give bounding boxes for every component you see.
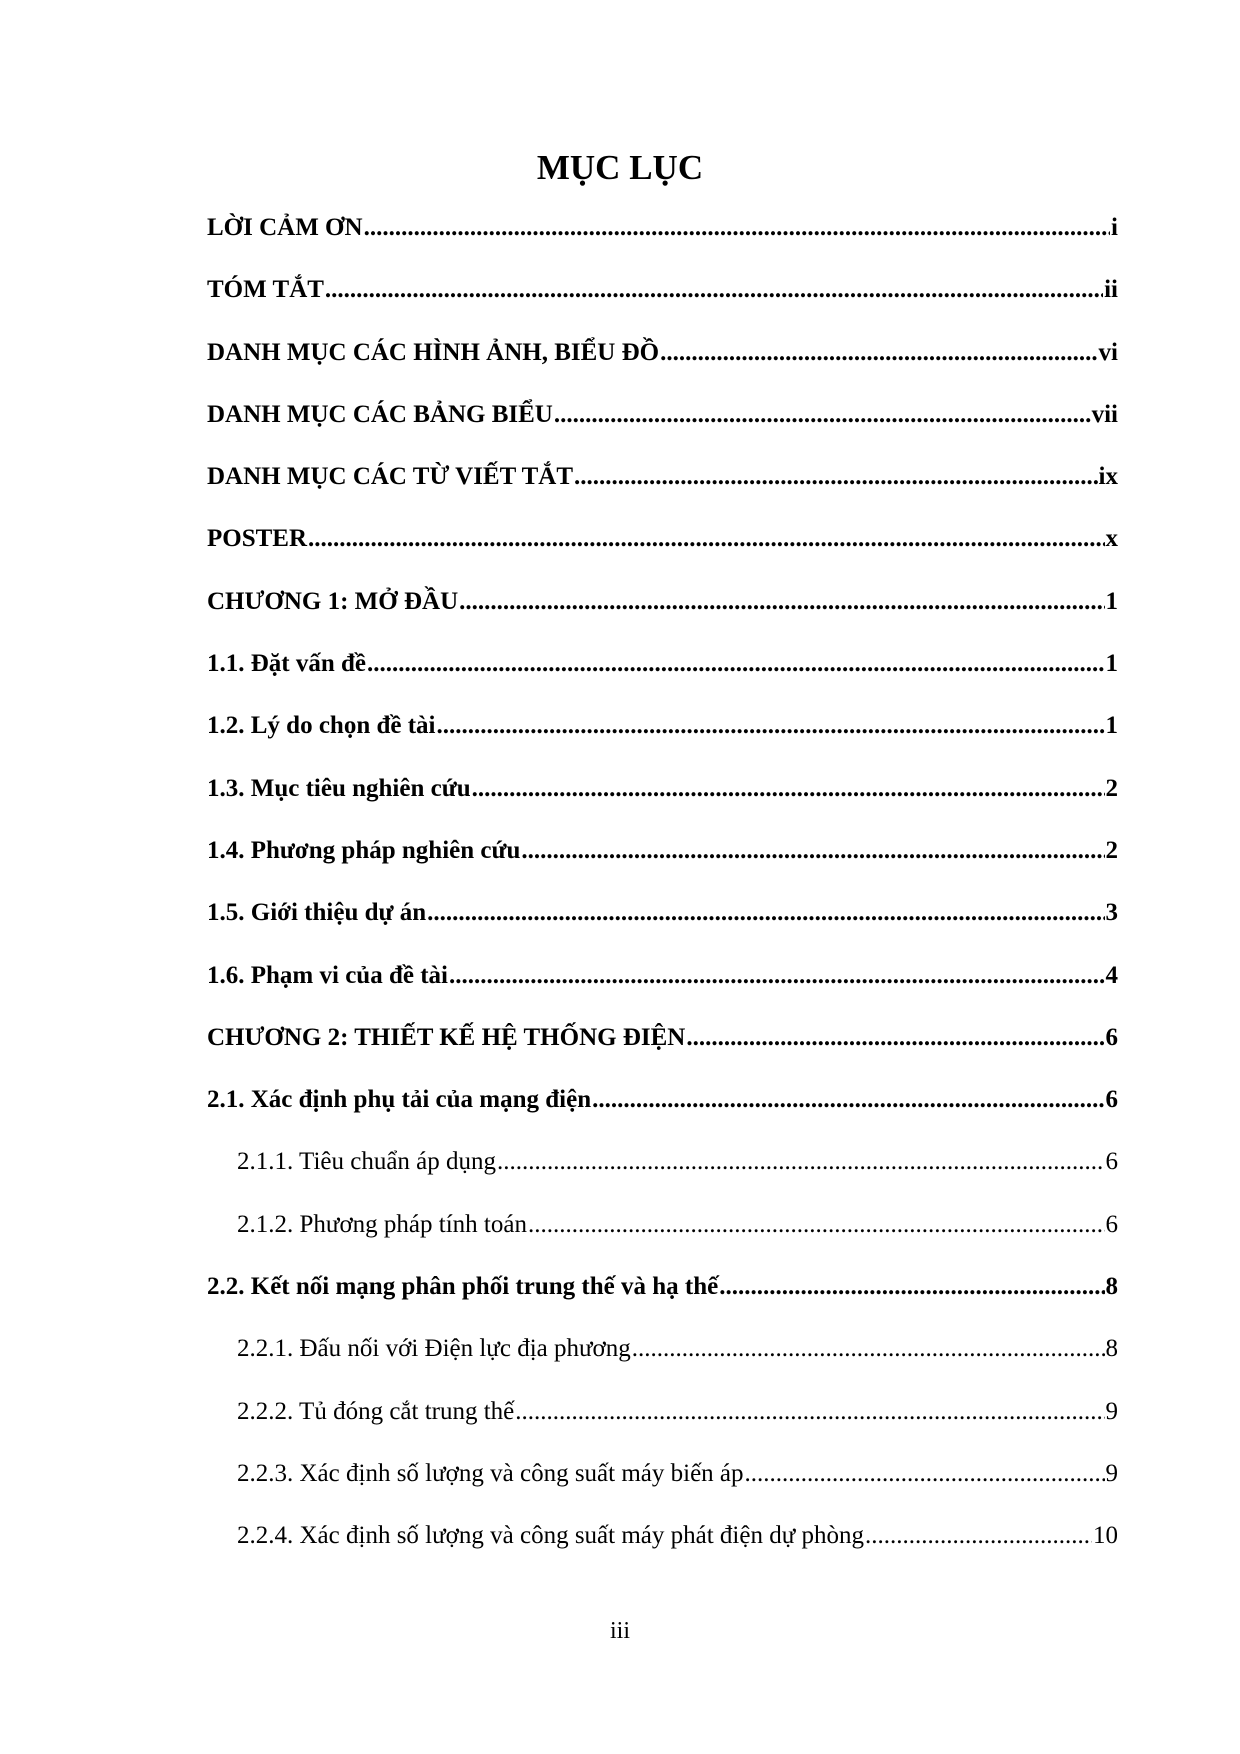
toc-entry[interactable] [207, 1082, 1118, 1144]
toc-entry-label: 2.2.4. Xác định số lượng và công suất máy phát điện dự phòng [237, 1522, 865, 1550]
toc-entry-page: 9 [1105, 1459, 1118, 1487]
toc-entry[interactable] [207, 646, 1118, 708]
toc-entry-label: 2.1. Xác định phụ tải của mạng điện [207, 1086, 592, 1114]
toc-entry[interactable] [207, 1269, 1118, 1331]
toc-entry[interactable] [207, 521, 1118, 583]
toc-dot-leader [459, 584, 1104, 620]
toc-entry-page: 6 [1105, 1023, 1118, 1051]
toc-entry-label: DANH MỤC CÁC BẢNG BIỂU [207, 400, 553, 428]
toc-dot-leader [308, 521, 1104, 557]
toc-dot-leader [865, 1518, 1092, 1554]
toc-entry[interactable] [207, 1394, 1118, 1456]
toc-dot-leader [521, 833, 1104, 869]
toc-dot-leader [719, 1269, 1104, 1305]
toc-entry-page: 1 [1105, 650, 1118, 678]
toc-entry-page: 10 [1093, 1522, 1118, 1550]
toc-dot-leader [325, 272, 1103, 308]
toc-entry-page: x [1105, 525, 1118, 553]
toc-dot-leader [528, 1207, 1105, 1243]
toc-entry[interactable] [207, 1331, 1118, 1393]
toc-dot-leader [574, 459, 1098, 495]
toc-entry-page: 4 [1105, 961, 1118, 989]
page-number: iii [609, 1618, 630, 1644]
toc-entry[interactable] [207, 397, 1118, 459]
toc-entry[interactable] [207, 1207, 1118, 1269]
toc-entry-page: 6 [1105, 1210, 1118, 1238]
toc-entry[interactable] [207, 708, 1118, 770]
toc-entry-label: 2.1.1. Tiêu chuẩn áp dụng [237, 1148, 497, 1176]
toc-entry[interactable] [207, 771, 1118, 833]
toc-entry-label: 2.2.2. Tủ đóng cắt trung thế [237, 1397, 515, 1425]
toc-entry-label: LỜI CẢM ƠN [207, 214, 363, 241]
toc-list [207, 210, 1118, 1581]
toc-entry-page: 3 [1105, 899, 1118, 927]
toc-entry-page: 1 [1105, 587, 1118, 615]
toc-entry-page: ii [1104, 276, 1118, 304]
toc-dot-leader [472, 771, 1105, 807]
toc-dot-leader [515, 1394, 1104, 1430]
toc-entry-label: POSTER [207, 525, 308, 553]
toc-entry-page: i [1111, 214, 1118, 241]
toc-dot-leader [427, 895, 1104, 931]
toc-entry[interactable] [207, 833, 1118, 895]
toc-dot-leader [497, 1144, 1104, 1180]
toc-dot-leader [364, 210, 1110, 246]
toc-entry[interactable] [207, 958, 1118, 1020]
toc-entry-page: 9 [1105, 1397, 1118, 1425]
toc-dot-leader [686, 1020, 1104, 1056]
toc-entry-page: 6 [1105, 1086, 1118, 1114]
toc-dot-leader [449, 958, 1105, 994]
toc-dot-leader [554, 397, 1091, 433]
toc-entry-label: 2.1.2. Phương pháp tính toán [237, 1210, 527, 1238]
toc-entry[interactable] [207, 1518, 1118, 1580]
toc-entry-label: 2.2.1. Đấu nối với Điện lực địa phương [237, 1335, 631, 1363]
toc-entry-label: DANH MỤC CÁC TỪ VIẾT TẮT [207, 463, 574, 491]
toc-entry-page: 1 [1105, 712, 1118, 740]
toc-entry-page: 6 [1105, 1148, 1118, 1176]
toc-entry-page: vi [1098, 338, 1118, 366]
toc-entry[interactable] [207, 459, 1118, 521]
toc-entry-label: CHƯƠNG 1: MỞ ĐẦU [207, 587, 459, 615]
toc-dot-leader [745, 1456, 1105, 1492]
toc-entry-page: 8 [1105, 1273, 1118, 1301]
toc-entry[interactable] [207, 584, 1118, 646]
toc-entry-page: ix [1098, 463, 1118, 491]
toc-entry[interactable] [207, 895, 1118, 957]
toc-entry-label: 1.6. Phạm vi của đề tài [207, 961, 448, 989]
toc-entry-page: 2 [1105, 836, 1118, 864]
toc-entry-label: 1.3. Mục tiêu nghiên cứu [207, 774, 471, 802]
toc-entry[interactable] [207, 335, 1118, 397]
toc-entry[interactable] [207, 1020, 1118, 1082]
toc-entry-label: 1.4. Phương pháp nghiên cứu [207, 836, 521, 864]
toc-dot-leader [592, 1082, 1104, 1118]
toc-dot-leader [660, 335, 1097, 371]
toc-entry-label: 1.2. Lý do chọn đề tài [207, 712, 436, 740]
toc-entry-label: 2.2.3. Xác định số lượng và công suất máy biến áp [237, 1459, 744, 1487]
toc-title: MỤC LỤC [536, 148, 704, 187]
toc-entry-label: 1.5. Giới thiệu dự án [207, 899, 427, 927]
toc-entry[interactable] [207, 1456, 1118, 1518]
toc-entry[interactable] [207, 210, 1118, 272]
toc-entry-page: 2 [1105, 774, 1118, 802]
toc-entry-label: 2.2. Kết nối mạng phân phối trung thế và hạ thế [207, 1273, 719, 1301]
toc-entry-label: TÓM TẮT [207, 276, 324, 304]
toc-entry-label: CHƯƠNG 2: THIẾT KẾ HỆ THỐNG ĐIỆN [207, 1023, 686, 1051]
toc-dot-leader [632, 1331, 1105, 1367]
toc-dot-leader [367, 646, 1104, 682]
toc-entry-page: vii [1091, 400, 1118, 428]
toc-entry[interactable] [207, 272, 1118, 334]
toc-dot-leader [437, 708, 1105, 744]
toc-entry[interactable] [207, 1144, 1118, 1206]
toc-entry-label: DANH MỤC CÁC HÌNH ẢNH, BIỂU ĐỒ [207, 338, 660, 366]
toc-entry-label: 1.1. Đặt vấn đề [207, 650, 367, 678]
toc-entry-page: 8 [1105, 1335, 1118, 1363]
